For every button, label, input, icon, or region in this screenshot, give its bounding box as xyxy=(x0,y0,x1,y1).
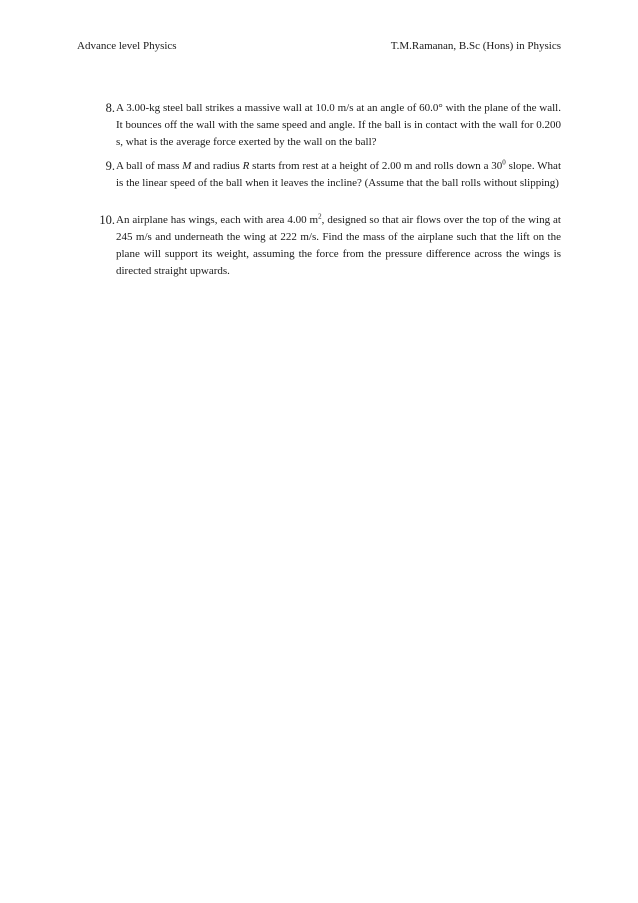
degree-superscript: 0 xyxy=(502,158,506,167)
question-number: 9. xyxy=(105,159,115,173)
text-segment: slope. What is the linear speed of the ball when it leaves the incline? (Assume that the ball rolls without slipping) xyxy=(116,160,561,189)
question-text: A 3.00-kg steel ball strikes a massive wall at 10.0 m/s at an angle of 60.0° with the plane of the wall. It bounces off the wall with the same speed and angle. If the ball is in contact with the wall for 0.200 s, what is the average force exerted by the wall on the ball? xyxy=(116,102,561,148)
squared-superscript: 2 xyxy=(318,212,322,221)
question-number: 10. xyxy=(99,213,115,227)
variable-mass: M xyxy=(182,160,192,172)
question-9 xyxy=(85,158,561,192)
variable-radius: R xyxy=(242,160,250,172)
text-segment: A ball of mass xyxy=(116,160,183,172)
text-segment: , designed so that air flows over the top of the wing at 245 m/s and underneath the wing at 222 m/s. Find the mass of the airplane such that the lift on the plane will support its weight, assuming the force from the pressure difference across the wings is directed straight upwards. xyxy=(116,214,561,277)
question-number: 8. xyxy=(105,101,115,115)
question-10 xyxy=(85,212,561,280)
question-text xyxy=(116,158,561,192)
text-segment: starts from rest at a height of 2.00 m and rolls down a 30 xyxy=(249,160,503,172)
question-text xyxy=(116,212,561,280)
text-segment: and radius xyxy=(191,160,243,172)
text-segment: An airplane has wings, each with area 4.00 m xyxy=(116,214,319,226)
header-subject: Advance level Physics xyxy=(77,40,177,52)
header-author: T.M.Ramanan, B.Sc (Hons) in Physics xyxy=(390,40,561,52)
question-8 xyxy=(85,100,561,151)
